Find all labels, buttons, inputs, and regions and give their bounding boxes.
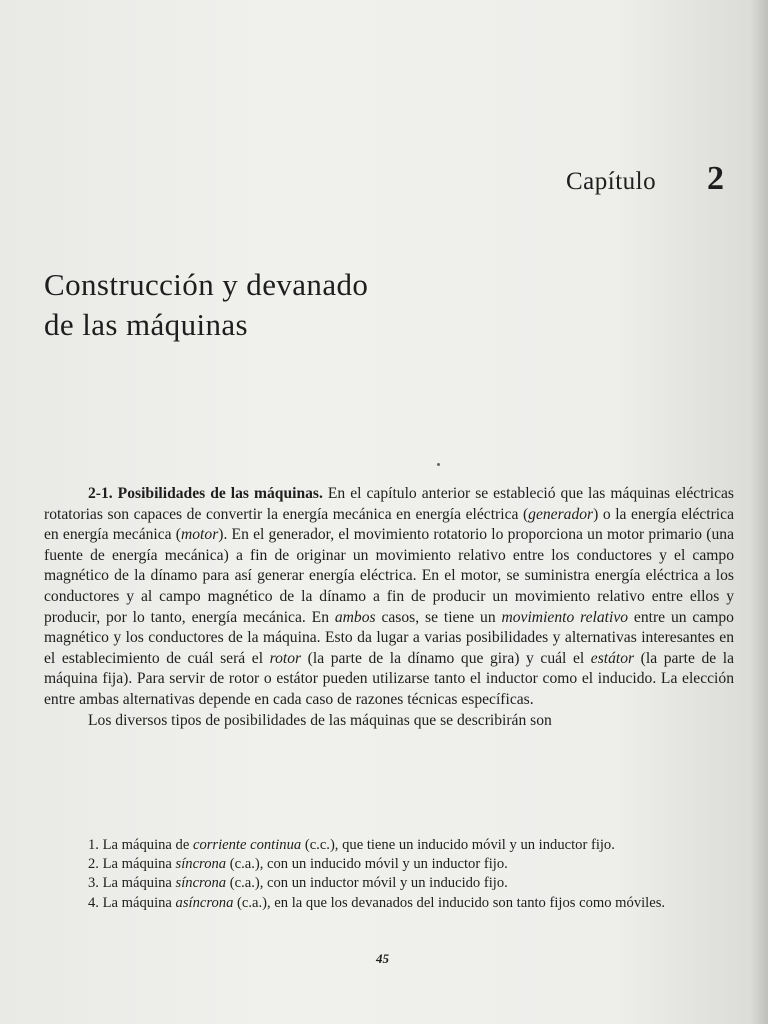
- term-estator: estátor: [590, 649, 635, 667]
- text-run: casos, se tiene un: [375, 608, 502, 626]
- chapter-number: 2: [707, 160, 724, 197]
- section-heading: 2-1. Posibilidades de las máquinas.: [88, 485, 323, 502]
- term-emphasis: corriente continua: [192, 837, 302, 853]
- text-run: (c.a.), con un inducido móvil y un inductor fijo.: [226, 856, 508, 873]
- machine-types-list: [44, 836, 734, 913]
- list-item: [44, 874, 734, 893]
- term-motor: motor: [181, 526, 219, 544]
- page-number: 45: [376, 951, 389, 966]
- term-emphasis: síncrona: [175, 856, 227, 873]
- page-edge-shadow: [750, 0, 768, 1024]
- term-movimiento-relativo: movimiento relativo: [501, 608, 629, 626]
- list-item-number: 1.: [88, 837, 99, 853]
- list-item-number: 4.: [88, 894, 99, 911]
- list-item: [44, 836, 734, 855]
- chapter-label: Capítulo: [566, 168, 657, 195]
- text-run: La máquina: [98, 894, 176, 911]
- chapter-title: [44, 265, 368, 345]
- section-body: [44, 484, 734, 731]
- chapter-title-line-1: Construcción y devanado: [44, 267, 369, 302]
- term-generador: generador: [528, 505, 594, 523]
- paragraph-2: Los diversos tipos de posibilidades de las máquinas que se describirán son: [88, 711, 552, 729]
- text-run: (la parte de la dínamo que gira) y cuál el: [301, 649, 591, 667]
- ink-speck: [437, 463, 440, 466]
- chapter-title-line-2: de las máquinas: [44, 307, 249, 342]
- paragraph-1: [44, 484, 734, 711]
- term-emphasis: asíncrona: [175, 894, 234, 911]
- text-run: (la parte de la máquina fija). Para servir de rotor o estátor pueden utilizarse tanto el inductor como el inducido. La elección entre ambas alternativas depende en cada caso de razones técnicas específicas.: [44, 649, 734, 708]
- term-ambos: ambos: [334, 608, 376, 626]
- text-run: (c.c.), que tiene un inducido móvil y un inductor fijo.: [301, 837, 615, 853]
- text-run: ) o la energía eléctrica en energía mecánica (: [44, 505, 734, 544]
- text-run: La máquina: [98, 875, 176, 892]
- text-run: ). En el generador, el movimiento rotatorio lo proporciona un motor primario (una fuente de energía mecánica) a fin de originar un movimiento relativo entre los conductores y el campo magnético de la dínamo para así generar energía eléctrica. En el motor, se suministra energía eléctrica a los conductores y al campo magnético de la dínamo a fin de producir un movimiento relativo entre ellos y producir, por lo tanto, energía mecánica. En: [44, 526, 735, 626]
- text-run: La máquina: [98, 856, 176, 873]
- text-run: La máquina de: [98, 837, 193, 853]
- text-run: entre un campo magnético y los conductores de la máquina. Esto da lugar a varias posibilidades y alternativas interesantes en el establecimiento de cuál será el: [44, 608, 734, 667]
- text-run: (c.a.), con un inductor móvil y un inducido fijo.: [226, 875, 508, 892]
- term-emphasis: síncrona: [175, 875, 227, 892]
- list-item-number: 2.: [88, 856, 99, 873]
- text-run: En el capítulo anterior se estableció que las máquinas eléctricas rotatorias son capaces de convertir la energía mecánica en energía eléctrica (: [44, 485, 734, 523]
- term-rotor: rotor: [269, 649, 302, 667]
- text-run: (c.a.), en la que los devanados del inducido son tanto fijos como móviles.: [233, 894, 666, 911]
- list-item-number: 3.: [88, 875, 99, 892]
- list-item: [44, 894, 734, 913]
- list-item: [44, 855, 734, 874]
